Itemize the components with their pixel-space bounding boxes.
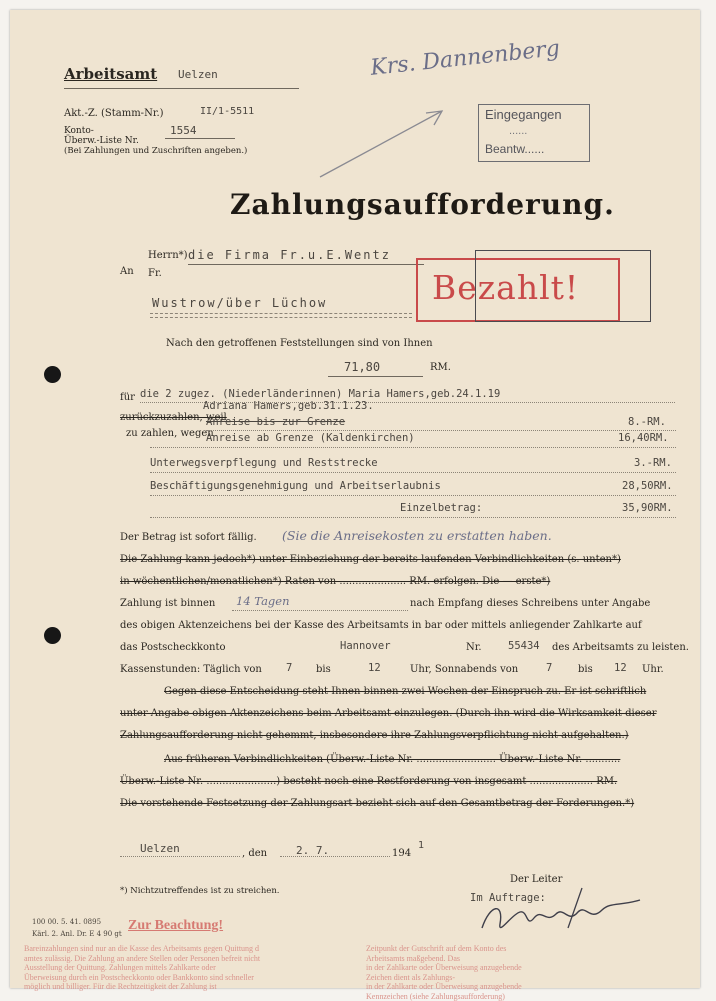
body-postcheck-number: 55434 (508, 640, 540, 652)
body-hours-weekday-to: 12 (368, 662, 381, 674)
item-label-1: Anreise bis zur Grenze (206, 416, 346, 428)
received-stamp-line1: Eingegangen (485, 107, 562, 122)
handwritten-district: Krs. Dannenberg (369, 36, 562, 81)
reference-note: (Bei Zahlungen und Zuschriften angeben.) (64, 146, 248, 156)
page-title: Zahlungsaufforderung. (230, 188, 615, 221)
item-amount-1: 8.-RM. (628, 416, 666, 428)
body-hours-bis-1: bis (316, 664, 331, 675)
body-previous-3: Die vorstehende Festsetzung der Zahlungsart bezieht sich auf den Gesamtbetrag der Forderungen.*) (120, 798, 635, 809)
signature-im-auftrage: Im Auftrage: (470, 892, 546, 904)
addressee-place-rule-1 (150, 313, 412, 314)
date-place: Uelzen (140, 842, 180, 855)
konto-label: Konto- Überw.-Liste Nr. (64, 126, 139, 146)
signature-leiter: Der Leiter (510, 874, 563, 885)
body-payment-within: Zahlung ist binnen (120, 598, 216, 609)
notice-line: amtes zulässig. Die Zahlung an andere Stellen oder Personen befreit nicht (24, 953, 261, 963)
office-value: Uelzen (178, 68, 218, 81)
item-label-4: Beschäftigungsgenehmigung und Arbeitserlaubnis (150, 480, 441, 492)
item-label-3: Unterwegsverpflegung und Reststrecke (150, 457, 378, 469)
intro-text: Nach den getroffenen Feststellungen sind von Ihnen (166, 338, 433, 349)
addressee-name: die Firma Fr.u.E.Wentz (188, 248, 391, 262)
date-place-rule (120, 856, 240, 857)
body-hours-label: Kassenstunden: Täglich von (120, 664, 262, 675)
received-stamp (478, 104, 590, 162)
notice-line: Zeitpunkt der Gutschrift auf dem Konto des Arbeitsamts maßgebend. Das (366, 944, 507, 963)
office-underline (64, 88, 299, 89)
date-den: , den (242, 848, 268, 859)
body-postcheck-nr: Nr. (466, 642, 482, 653)
punch-hole-bottom (44, 627, 61, 644)
received-stamp-line3: Beantw...... (485, 142, 545, 156)
notice-block (24, 944, 364, 992)
item-amount-3: 3.-RM. (634, 457, 672, 469)
addressee-name-underline (188, 264, 424, 265)
item-rule-4 (150, 495, 676, 496)
notice-line: Ausstellung der Quittung. Zahlungen mittels Zahlkarte oder (24, 963, 216, 972)
reason-zurueck: zurückzuzahlen, weil (120, 412, 227, 423)
konto-underline (165, 138, 235, 139)
einzelbetrag-label: Einzelbetrag: (400, 502, 483, 514)
einzelbetrag-amount: 35,90RM. (622, 502, 673, 514)
body-objection-1: Gegen diese Entscheidung steht Ihnen binnen zwei Wochen der Einspruch zu. Er ist schriftlich (164, 686, 647, 697)
body-previous-1: Aus früheren Verbindlichkeiten (Überw.-Liste Nr. ......................... Überw.-Liste Nr. ........... (164, 754, 621, 765)
item-amount-2: 16,40RM. (618, 432, 669, 444)
notice-line: möglich und billiger. Für die Rechtzeitigkeit der Zahlung ist (24, 982, 217, 991)
amount-total-underline (328, 376, 423, 377)
body-payment-days: 14 Tagen (236, 594, 290, 608)
addressee-fr: Fr. (148, 268, 162, 279)
document-page (10, 10, 700, 1001)
reason-persons-line2: Adriana Hamers,geb.31.1.23. (203, 400, 374, 412)
reason-fuer: für (120, 392, 135, 403)
date-value-rule (280, 856, 390, 857)
einzelbetrag-rule (150, 517, 676, 518)
konto-value: 1554 (170, 124, 197, 137)
body-hours-uhr: Uhr. (642, 664, 664, 675)
body-hours-saturday-to: 12 (614, 662, 627, 674)
addressee-place-rule-2 (150, 317, 412, 318)
notice-line: Überweisung durch ein Postscheckkonto oder Bankkonto sind schneller (24, 972, 254, 982)
addressee-an: An (120, 266, 134, 277)
body-due-text: Der Betrag ist sofort fällig. (120, 532, 257, 543)
body-postcheck-city: Hannover (340, 640, 391, 652)
signature-scribble-icon (470, 884, 650, 944)
currency-label: RM. (430, 362, 451, 373)
body-hours-saturday-from: 7 (546, 662, 553, 674)
form-code-1: 100 00. 5. 41. 0895 (32, 918, 102, 926)
akt-label: Akt.-Z. (Stamm-Nr.) (64, 108, 164, 119)
addressee-herrn: Herrn*) (148, 250, 188, 261)
reason-persons-line1: die 2 zugez. (Niederländerinnen) Maria Hamers,geb.24.1.19 (140, 388, 501, 400)
date-year-suffix: 1 (418, 840, 425, 851)
akt-value: II/1-5511 (200, 106, 255, 117)
body-objection-3: Zahlungsaufforderung nicht gehemmt, insbesondere ihre Zahlungsverpflichtung nicht aufgehalten.) (120, 730, 629, 741)
body-payment-method: des obigen Aktenzeichens bei der Kasse des Arbeitsamts in bar oder mittels anliegender Zahlkarte auf (120, 620, 642, 631)
body-installment-text: Die Zahlung kann jedoch*) unter Einbeziehung der bereits laufenden Verbindlichkeiten (s. unten*) (120, 554, 621, 565)
paid-stamp-text: Bezahlt! (432, 268, 580, 307)
punch-hole-top (44, 366, 61, 383)
form-code-2: Kärl. 2. Anl. Dr. E 4 90 gt (32, 930, 122, 938)
body-payment-after: nach Empfang dieses Schreibens unter Angabe (410, 598, 651, 609)
office-label: Arbeitsamt (64, 65, 158, 83)
item-rule-1 (206, 430, 676, 431)
body-hours-weekday-from: 7 (286, 662, 293, 674)
date-value: 2. 7. (296, 844, 330, 857)
notice-line: Bareinzahlungen sind nur an die Kasse des Arbeitsamts gegen Quittung d (24, 944, 260, 953)
received-stamp-line2: ...... (509, 125, 528, 137)
paid-stamp-frame (475, 250, 651, 322)
body-payment-days-rule (232, 610, 408, 611)
date-year-prefix: 194 (392, 848, 412, 859)
body-due-handwritten: (Sie die Anreisekosten zu erstatten haben. (282, 528, 552, 543)
body-postcheck-end: des Arbeitsamts zu leisten. (552, 642, 689, 653)
notice-block-right (366, 944, 546, 1001)
item-rule-2 (150, 447, 676, 448)
item-amount-4: 28,50RM. (622, 480, 673, 492)
item-rule-3 (150, 472, 676, 473)
item-label-2: Anreise ab Grenze (Kaldenkirchen) (206, 432, 415, 444)
body-postcheck-label: das Postscheckkonto (120, 642, 226, 653)
body-hours-bis-2: bis (578, 664, 593, 675)
notice-line: in der Zahlkarte oder Überweisung anzugebende Zeichen dient als Zahlungs- (366, 963, 522, 982)
body-objection-2: unter Angabe obigen Aktenzeichens beim Arbeitsamt einzulegen. (Durch ihn wird die Wirksamkeit dieser (120, 708, 657, 719)
notice-line: in der Zahlkarte oder Überweisung anzugebende Kennzeichen (siehe Zahlungsaufforderung) (366, 982, 522, 1001)
pencil-arrow-icon (310, 105, 460, 185)
reason-zuzahlen: zu zahlen, wegen (126, 428, 214, 439)
body-hours-saturday-label: Uhr, Sonnabends von (410, 664, 519, 675)
amount-total: 71,80 (344, 360, 381, 374)
notice-title: Zur Beachtung! (128, 918, 224, 933)
body-rates-text: in wöchentlichen/monatlichen*) Raten von ..................... RM. erfolgen. Die — erste*) (120, 576, 551, 587)
footnote: *) Nichtzutreffendes ist zu streichen. (120, 886, 280, 896)
addressee-place: Wustrow/über Lüchow (152, 296, 328, 310)
body-previous-2: Überw.-Liste Nr. ......................) besteht noch eine Restforderung von insgesamt .................... RM. (120, 776, 618, 787)
